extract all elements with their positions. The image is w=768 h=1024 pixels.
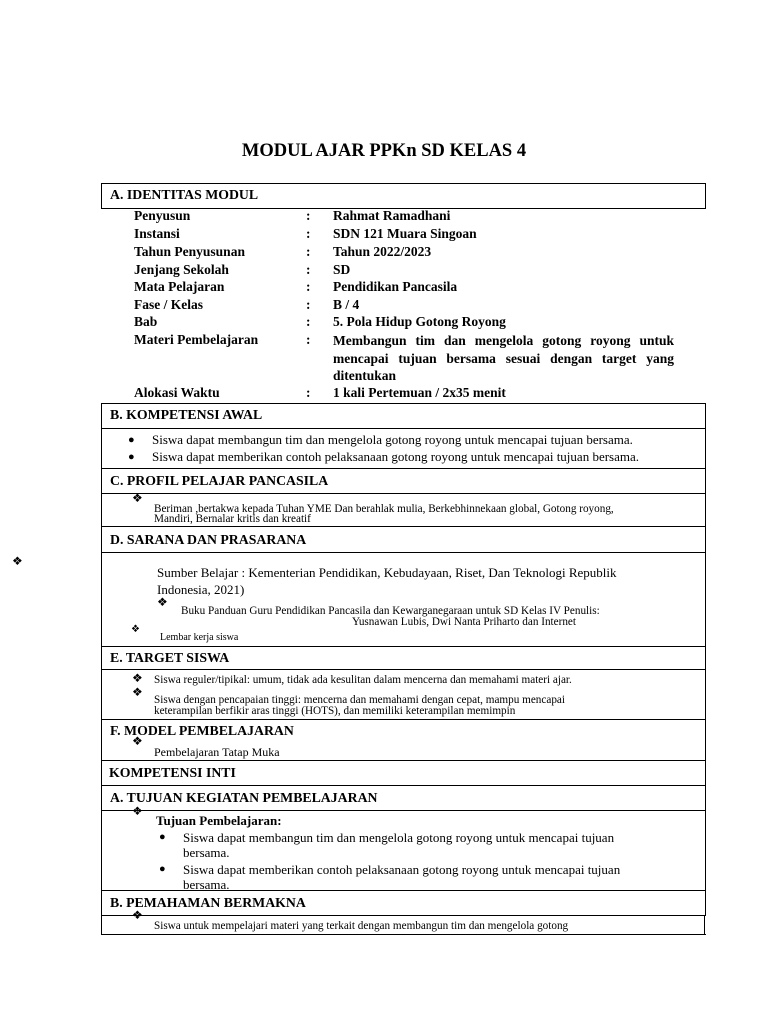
tujuan-item-line: Siswa dapat membangun tim dan mengelola gotong royong untuk mencapai tujuan <box>183 830 615 845</box>
identitas-label: Penyusun <box>134 208 191 223</box>
target-tinggi-line: keterampilan berfikir aras tinggi (HOTS), dan memiliki keterampilan memimpin <box>154 705 516 717</box>
buku-panduan-line: Yusnawan Lubis, Dwi Nanta Priharto dan Internet <box>352 616 577 628</box>
page-bottom-rule <box>101 934 706 935</box>
target-heading: E. TARGET SISWA <box>110 650 230 665</box>
divider <box>101 810 706 811</box>
identitas-colon: : <box>306 279 311 294</box>
identitas-value: SD <box>333 262 351 277</box>
identitas-heading-box <box>101 183 706 209</box>
profil-text-line: Mandiri, Bernalar kritis dan kreatif <box>154 513 311 525</box>
bullet-icon: ● <box>159 863 166 875</box>
model-value: Pembelajaran Tatap Muka <box>154 745 280 759</box>
pemahaman-heading: B. PEMAHAMAN BERMAKNA <box>110 895 306 910</box>
document-title: MODUL AJAR PPKn SD KELAS 4 <box>241 141 527 161</box>
identitas-colon: : <box>306 208 311 223</box>
kompetensi-awal-heading: B. KOMPETENSI AWAL <box>110 407 263 422</box>
kompetensi-inti-heading: KOMPETENSI INTI <box>109 765 236 780</box>
bullet-icon: ● <box>128 451 135 463</box>
pemahaman-text-line: Siswa untuk mempelajari materi yang terkait dengan membangun tim dan mengelola gotong <box>154 920 569 932</box>
pemahaman-left-border <box>101 915 102 934</box>
identitas-colon: : <box>306 385 311 400</box>
diamond-bullet-icon: ❖ <box>157 595 168 609</box>
tujuan-item-line: bersama. <box>183 845 230 860</box>
identitas-label: Jenjang Sekolah <box>134 262 229 277</box>
diamond-bullet-icon: ❖ <box>132 804 143 818</box>
identitas-value: Pendidikan Pancasila <box>333 279 458 294</box>
diamond-bullet-icon: ❖ <box>132 685 143 699</box>
diamond-bullet-icon: ❖ <box>131 624 140 635</box>
identitas-label: Bab <box>134 314 158 329</box>
sumber-belajar-line: Sumber Belajar : Kementerian Pendidikan, Kebudayaan, Riset, Dan Teknologi Republik <box>157 565 617 580</box>
tujuan-item-line: Siswa dapat memberikan contoh pelaksanaan gotong royong untuk mencapai tujuan <box>183 862 621 877</box>
profil-text-line: Beriman ,bertakwa kepada Tuhan YME Dan berahlak mulia, Berkebhinnekaan global, Gotong royong, <box>154 503 614 515</box>
tujuan-subheading: Tujuan Pembelajaran: <box>156 813 282 828</box>
identitas-value: SDN 121 Muara Singoan <box>333 226 477 241</box>
identitas-value: B / 4 <box>333 297 360 312</box>
bullet-icon: ● <box>128 434 135 446</box>
identitas-colon: : <box>306 226 311 241</box>
kompetensi-inti-section <box>101 760 706 786</box>
divider <box>101 552 706 553</box>
diamond-bullet-icon: ❖ <box>132 734 143 748</box>
kompetensi-awal-item: Siswa dapat membangun tim dan mengelola gotong royong untuk mencapai tujuan bersama. <box>152 432 633 447</box>
identitas-label: Instansi <box>134 226 180 241</box>
identitas-label: Fase / Kelas <box>134 297 203 312</box>
bullet-icon: ● <box>159 831 166 843</box>
divider <box>101 428 706 429</box>
identitas-label: Mata Pelajaran <box>134 279 225 294</box>
identitas-heading: A. IDENTITAS MODUL <box>110 187 259 202</box>
profil-heading: C. PROFIL PELAJAR PANCASILA <box>110 473 329 488</box>
pemahaman-right-border <box>704 915 705 934</box>
identitas-colon: : <box>306 314 311 329</box>
kompetensi-awal-item: Siswa dapat memberikan contoh pelaksanaan gotong royong untuk mencapai tujuan bersama. <box>152 449 639 464</box>
tujuan-item-line: bersama. <box>183 877 230 892</box>
buku-panduan-line: Buku Panduan Guru Pendidikan Pancasila dan Kewarganegaraan untuk SD Kelas IV Penulis: <box>181 605 600 617</box>
identitas-colon: : <box>306 262 311 277</box>
identitas-label: Materi Pembelajaran <box>134 332 259 347</box>
identitas-label: Tahun Penyusunan <box>134 244 245 259</box>
diamond-bullet-icon: ❖ <box>132 671 143 685</box>
diamond-bullet-icon: ❖ <box>132 908 143 922</box>
identitas-colon: : <box>306 244 311 259</box>
target-tinggi-line: Siswa dengan pencapaian tinggi: mencerna dan memahami dengan cepat, mampu mencapai <box>154 694 565 706</box>
identitas-value: 5. Pola Hidup Gotong Royong <box>333 314 506 329</box>
pemahaman-heading-box <box>101 890 706 916</box>
diamond-bullet-icon: ❖ <box>12 554 23 568</box>
divider <box>101 669 706 670</box>
model-heading: F. MODEL PEMBELAJARAN <box>110 723 294 738</box>
identitas-label: Alokasi Waktu <box>134 385 220 400</box>
identitas-value: 1 kali Pertemuan / 2x35 menit <box>333 385 506 400</box>
sumber-belajar-line: Indonesia, 2021) <box>157 582 245 597</box>
identitas-value: Membangun tim dan mengelola gotong royong untuk mencapai tujuan bersama sesuai dengan target yang ditentukan <box>333 333 674 383</box>
lembar-kerja-text: Lembar kerja siswa <box>160 632 239 643</box>
identitas-value: Rahmat Ramadhani <box>333 208 451 223</box>
tujuan-heading: A. TUJUAN KEGIATAN PEMBELAJARAN <box>110 790 378 805</box>
identitas-colon: : <box>306 332 311 347</box>
diamond-bullet-icon: ❖ <box>132 491 143 505</box>
sarana-heading: D. SARANA DAN PRASARANA <box>110 532 307 547</box>
target-reguler-text: Siswa reguler/tipikal: umum, tidak ada kesulitan dalam mencerna dan memahami materi ajar. <box>154 674 572 686</box>
divider <box>101 493 706 494</box>
identitas-value: Tahun 2022/2023 <box>333 244 432 259</box>
identitas-colon: : <box>306 297 311 312</box>
